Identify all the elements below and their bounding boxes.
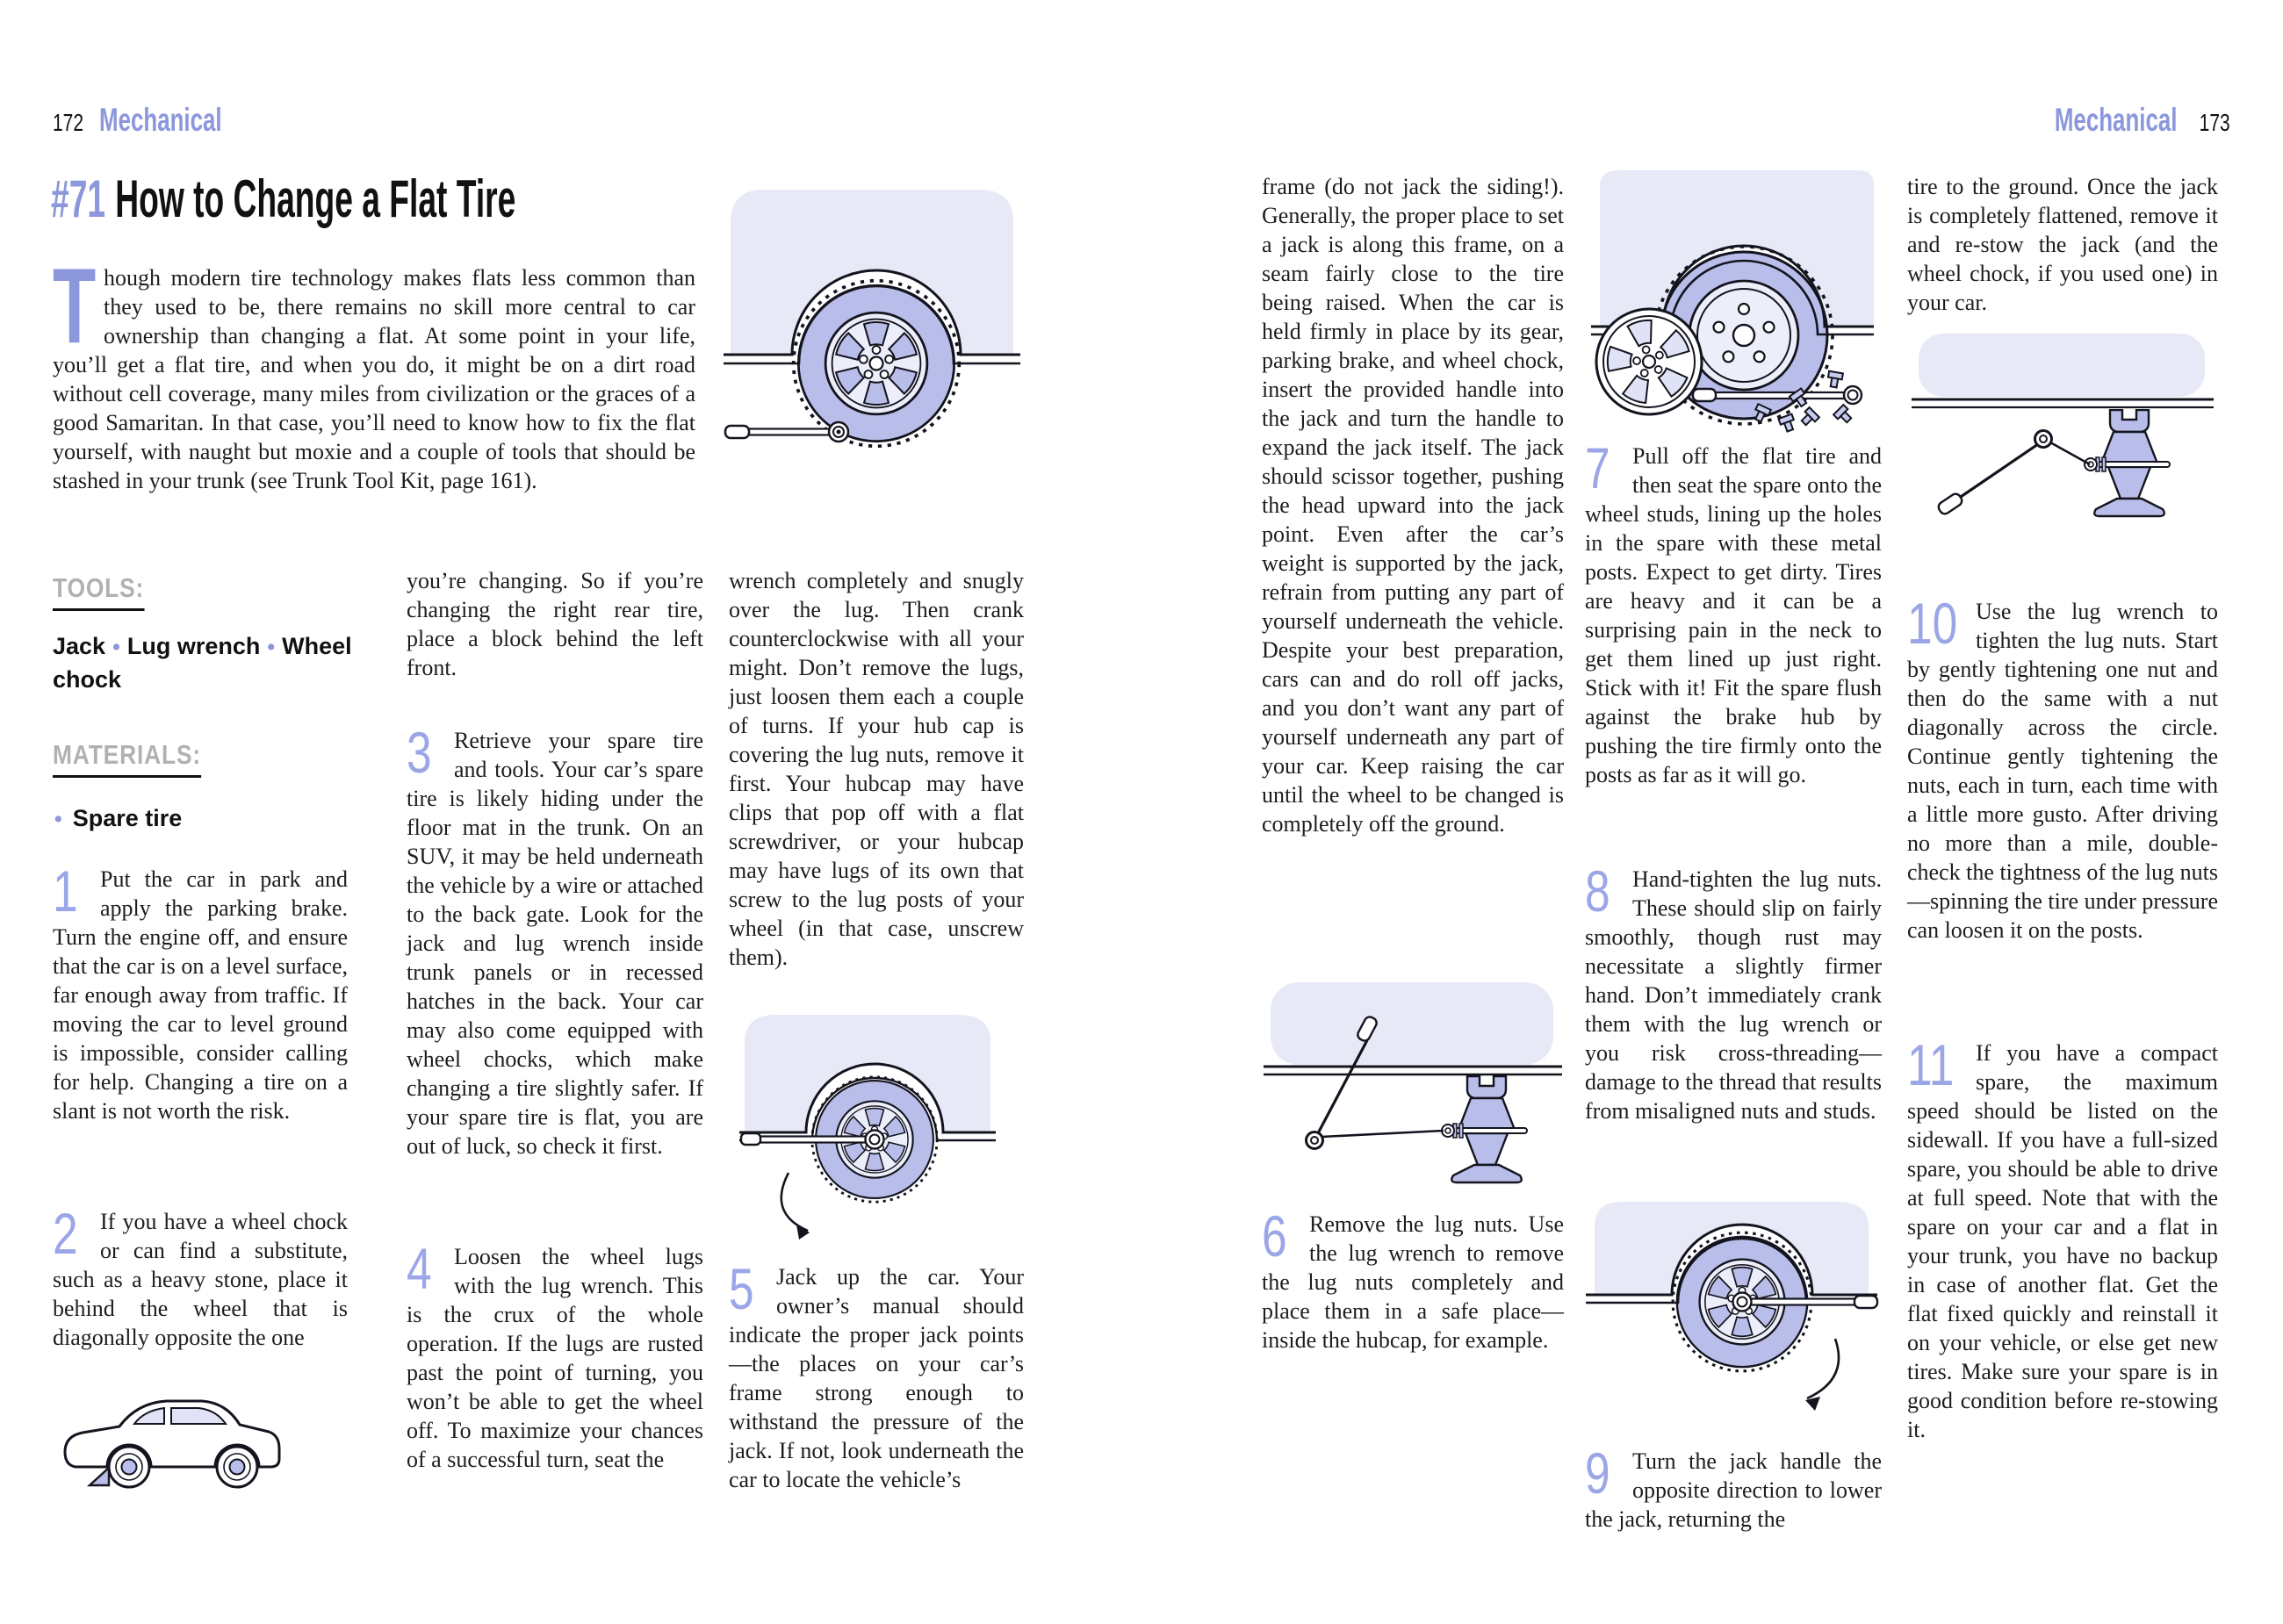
step-number: 9 — [1585, 1441, 1610, 1505]
step-number: 3 — [407, 720, 432, 785]
step-number: 10 — [1907, 591, 1958, 656]
step-text: If you have a compact spare, the maximum speed should be listed on the sidewall. If you have a full-sized spare, you should be able to drive at full speed. Note that with the spare on your car and a flat in your trunk, you have no backup in case of another flat. Get the flat fixed quickly and reinstall it on your vehicle, or else get new tires. Make sure your spare is in good condition before re-stowing it. — [1907, 1040, 2218, 1442]
step-text: If you have a wheel chock or can find a substitute, such as a heavy stone, place it behind the wheel that is diagonally opposite the one — [53, 1209, 348, 1350]
step-text: Jack up the car. Your owner’s manual should indicate the proper jack points—the places on your car’s frame strong enough to withstand the pressure of the jack. If not, look underneath the car to locate the vehicle’s — [729, 1264, 1024, 1492]
step-11 — [1907, 1032, 2218, 1444]
materials-section-header: MATERIALS: — [53, 739, 227, 778]
right-page-header — [1616, 102, 2230, 139]
loosen-lugs-illustration — [736, 1001, 999, 1260]
tools-section-header: TOOLS: — [53, 572, 161, 611]
step-8 — [1585, 859, 1882, 1125]
step-text: Pull off the flat tire and then seat the spare onto the wheel studs, lining up the holes in the spare with these metal posts. Expect to get dirty. Tires are heavy and it can be a surprising pain in the neck to get them lined up just right. Stick with it! Fit the spare flush against the brake hub by pushing the tire firmly onto the posts as far as it will go. — [1585, 443, 1882, 787]
step-text: Put the car in park and apply the parking brake. Turn the engine off, and ensure that the car is on a level surface, far enough away from traffic. If moving the car to level ground is impossible, consider calling for help. Changing a tire on a slant is not worth the risk. — [53, 866, 348, 1124]
car-with-wheel-chock-illustration — [51, 1368, 288, 1521]
tire-and-lug-wrench-illustration — [718, 169, 1026, 471]
section-label: Mechanical — [98, 102, 222, 138]
page-number: 173 — [2199, 109, 2230, 136]
left-page-header — [53, 102, 274, 139]
step-3 — [407, 720, 703, 1161]
section-label: Mechanical — [2054, 102, 2178, 138]
step-number: 2 — [53, 1201, 78, 1266]
bullet-icon: • — [54, 807, 62, 831]
right-page — [1142, 0, 2283, 1624]
step-9-continued: tire to the ground. Once the jack is completely flattened, remove it and re-stow the jack (and the wheel chock, if you used one) in your car. — [1907, 174, 2218, 315]
step-text: Remove the lug nuts. Use the lug wrench to remove the lug nuts completely and place them in a safe place—inside the hubcap, for example. — [1262, 1211, 1564, 1353]
step-2 — [53, 1201, 348, 1352]
step-number: 7 — [1585, 435, 1610, 500]
jack-under-car-illustration — [1260, 979, 1566, 1189]
step-text: Turn the jack handle the opposite direction to lower the jack, returning the — [1585, 1448, 1882, 1532]
step-10 — [1907, 591, 2218, 945]
step-7 — [1585, 435, 1882, 789]
step-6 — [1262, 1204, 1564, 1355]
step-4 — [407, 1236, 703, 1474]
article-title-text: How to Change a Flat Tire — [115, 169, 516, 228]
restow-jack-illustration — [1910, 332, 2217, 551]
drop-cap: T — [53, 246, 97, 365]
step-text: Loosen the wheel lugs with the lug wrench. This is the crux of the whole operation. If the lugs are rusted past the point of turning, you won’t be able to get the wheel off. To maximize your chances of a successful turn, seat the — [407, 1244, 703, 1472]
bullet-icon: • — [112, 635, 120, 659]
step-number: 11 — [1907, 1032, 1955, 1097]
step-text: Retrieve your spare tire and tools. Your car’s spare tire is likely hiding under the floor mat in the trunk. On an SUV, it may be held underneath the vehicle by a wire or attached to the back gate. Look for the jack and lug wrench inside trunk panels or in recessed hatches in the back. Your car may also come equipped with wheel chocks, which make changing a tire slightly safer. If your spare tire is flat, you are out of luck, so check it first. — [407, 728, 703, 1159]
article-title — [51, 169, 801, 229]
step-number: 6 — [1262, 1204, 1287, 1268]
lower-jack-illustration — [1582, 1189, 1881, 1442]
step-number: 5 — [729, 1256, 754, 1321]
step-5 — [729, 1256, 1024, 1494]
tool-item: Lug wrench — [126, 633, 261, 659]
material-item: Spare tire — [72, 805, 183, 831]
page-number: 172 — [53, 109, 84, 136]
tool-item: Wheel chock — [53, 633, 352, 693]
bullet-icon: • — [267, 635, 276, 659]
step-number: 1 — [53, 859, 78, 923]
step-number: 4 — [407, 1236, 432, 1301]
intro-text: hough modern tire technology makes flats less common than they used to be, there remains no skill more central to car ownership than changing a flat. At some point in your life, you’ll get a flat tire, and when you do, it might be on a dirt road without cell coverage, many miles from civilization or the graces of a good Samaritan. In that case, you’ll need to know how to fix the flat yourself, with naught but moxie and a couple of tools that should be stashed in your trunk (see Trunk Tool Kit, page 161). — [53, 265, 695, 493]
step-5-continued: frame (do not jack the siding!). Generally, the proper place to set a jack is along this frame, on a seam fairly close to the tire being raised. When the car is held firmly in place by its gear, parking brake, and wheel chock, insert the provided handle into the jack and turn the handle to expand the jack itself. The jack should scissor together, pushing the head upward into the jack point. Even after the car’s weight is supported by the jack, refrain from putting any part of yourself underneath the vehicle. Despite your best preparation, cars can and do roll off jacks, and you don’t want any part of yourself underneath any part of your car. Keep raising the car until the wheel to be changed is completely off the ground. — [1262, 174, 1564, 837]
tools-list — [53, 630, 356, 696]
step-text: Hand-tighten the lug nuts. These should slip on fairly smoothly, though rust may necessitate a slightly firmer hand. Don’t immediately crank them with the lug wrench or you risk cross-threading—damage to the thread that results from misaligned nuts and studs. — [1585, 866, 1882, 1124]
step-2-continued: you’re changing. So if you’re changing the right rear tire, place a block behind the left front. — [407, 568, 703, 680]
tool-item: Jack — [53, 633, 106, 659]
intro-paragraph — [53, 246, 695, 495]
article-number: #71 — [51, 169, 106, 228]
step-9 — [1585, 1441, 1882, 1534]
flat-tire-removed-illustration — [1582, 163, 1883, 434]
step-1 — [53, 859, 348, 1125]
step-number: 8 — [1585, 859, 1610, 923]
step-4-continued: wrench completely and snugly over the lug. Then crank counterclockwise with all your might. Don’t remove the lugs, just loosen them each a couple of turns. If your hub cap is covering the lug nuts, remove it first. Your hubcap may have clips that pop off with a flat screwdriver, or your hubcap may have lugs of its own that screw to the lug posts of your wheel (in that case, unscrew them). — [729, 568, 1024, 970]
materials-list — [53, 802, 356, 836]
step-text: Use the lug wrench to tighten the lug nuts. Start by gently tightening one nut and then do the same with a nut diagonally across the circle. Continue gently tightening the nuts, each in turn, each time with a little more gusto. After driving no more than a mile, double-check the tightness of the lug nuts—spinning the tire under pressure can loosen it on the posts. — [1907, 599, 2218, 943]
